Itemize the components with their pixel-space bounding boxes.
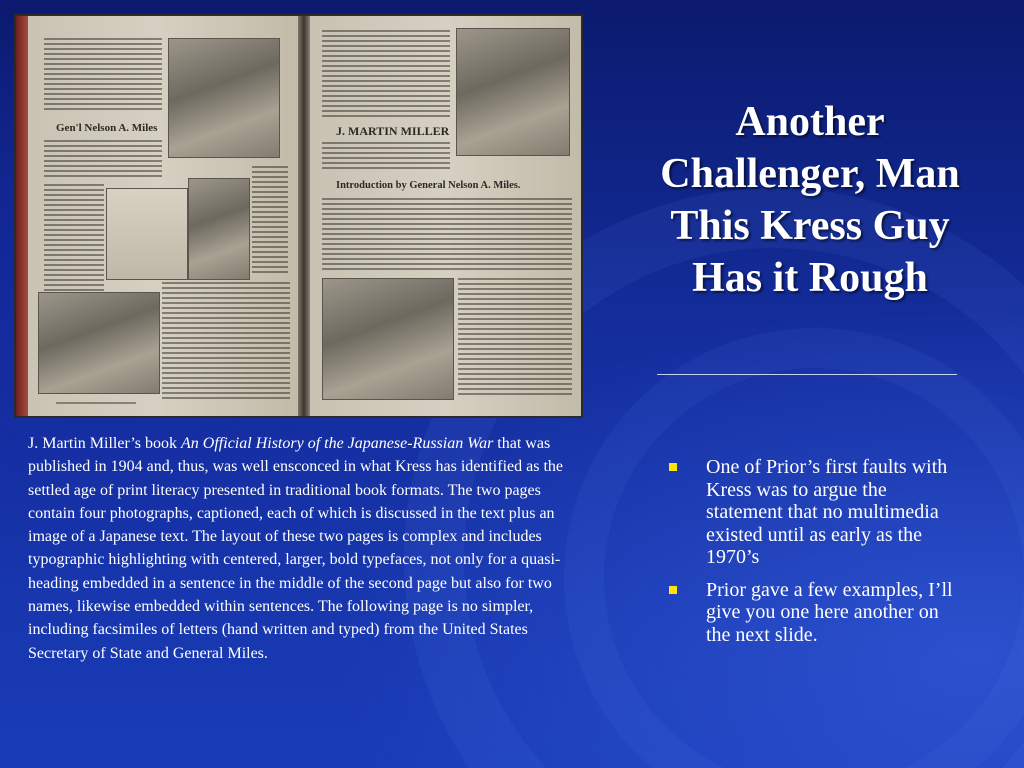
book-title: An Official History of the Japanese-Russian War	[181, 435, 494, 452]
slide-title	[600, 96, 1020, 304]
title-line-1: Another	[735, 99, 885, 145]
left-page-photo-top	[168, 38, 280, 158]
left-page-photo-bottom	[38, 292, 160, 394]
japanese-text-image	[106, 188, 188, 280]
title-line-3: This Kress Guy	[670, 203, 950, 249]
bullet-text: One of Prior’s first faults with Kress was to argue the statement that no multimedia existed until as early as the 1970’s	[706, 456, 948, 568]
book-gutter	[298, 16, 310, 416]
left-page-heading: Gen'l Nelson A. Miles	[56, 122, 158, 134]
square-bullet-icon	[669, 463, 677, 471]
right-page-photo-top	[456, 28, 570, 156]
book-right-page	[310, 16, 581, 416]
book-photo	[16, 16, 581, 416]
right-page-photo-bottom	[322, 278, 454, 400]
bullet-item	[668, 456, 968, 569]
caption-body: that was published in 1904 and, thus, was well ensconced in what Kress has identified as the settled age of print literacy presented in traditional book formats. The two pages contain four photographs, captioned, each of which is discussed in the text plus an image of a Japanese text. The layout of these two pages is complex and includes typographic highlighting with centered, larger, bold typefaces, not only for a quasi-heading embedded in a sentence in the middle of the second page but also for two names, likewise embedded within sentences. The following page is no simpler, including facsimiles of letters (hand written and typed) from the United States Secretary of State and General Miles.	[28, 435, 563, 662]
title-line-4: Has it Rough	[692, 255, 928, 301]
title-underline	[657, 374, 957, 375]
bullet-text: Prior gave a few examples, I’ll give you one here another on the next slide.	[706, 578, 953, 646]
bullet-item	[668, 579, 968, 647]
title-line-2: Challenger, Man	[660, 151, 960, 197]
book-left-page	[16, 16, 298, 416]
right-page-intro-heading: Introduction by General Nelson A. Miles.	[336, 180, 521, 191]
right-page-name-heading: J. MARTIN MILLER	[336, 124, 450, 138]
photo-caption	[28, 432, 580, 665]
bullet-list	[668, 456, 968, 656]
left-page-text-top	[44, 38, 162, 112]
square-bullet-icon	[669, 586, 677, 594]
caption-intro: J. Martin Miller’s book	[28, 435, 182, 452]
